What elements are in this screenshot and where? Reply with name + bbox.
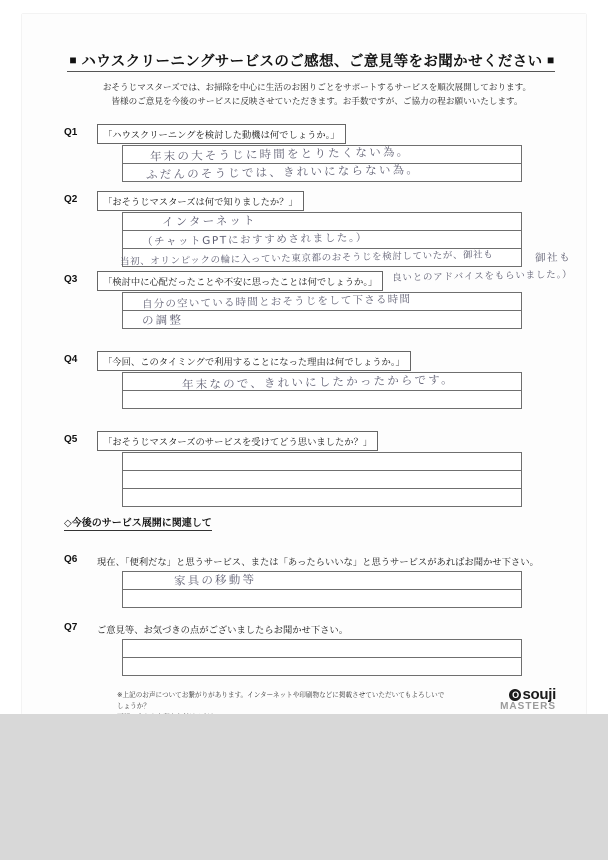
answer-line xyxy=(123,489,521,507)
handwriting-q2-line2: （チャットGPTにおすすめされました。） xyxy=(141,231,369,249)
question-text-q3: 「検討中に心配だったことや不安に思ったことは何でしょうか。」 xyxy=(97,271,383,291)
question-text-q6: 現在、「便利だな」と思うサービス、または「あったらいいな」と思うサービスがあればお聞かせ下さい。 xyxy=(97,557,539,567)
section-heading: ◇今後のサービス展開に関連して xyxy=(64,514,212,531)
title-mark-left: ■ xyxy=(69,53,77,67)
question-label-q4: Q4 xyxy=(64,354,78,365)
logo-sub: MASTERS xyxy=(500,701,556,712)
question-label-q6: Q6 xyxy=(64,554,78,565)
question-text-q5: 「おそうじマスターズのサービスを受けてどう思いましたか？」 xyxy=(97,431,378,451)
handwriting-q6-line1: 家具の移動等 xyxy=(173,572,257,588)
answer-line xyxy=(123,590,521,608)
question-text-q1: 「ハウスクリーニングを検討した動機は何でしょうか。」 xyxy=(97,124,346,144)
question-text-q7: ご意見等、お気づきの点がございましたらお聞かせ下さい。 xyxy=(97,625,349,635)
handwriting-q2-line3: 当初、オリンピックの輪に入っていた東京都のおそうじを検討していたが、御社も xyxy=(119,249,494,268)
scan-background-bottom xyxy=(0,714,608,860)
answer-box-q7[interactable] xyxy=(122,639,522,676)
footnote-line-1: ※上記のお声についてお繋がりがあります。インターネットや印刷物などに掲載させていただいてもよろしいでしょうか？ xyxy=(117,692,445,710)
logo-dot-icon: O xyxy=(509,689,521,701)
page-title-text: ハウスクリーニングサービスのご感想、ご意見等をお聞かせください xyxy=(81,54,543,70)
handwriting-q2-line1: インターネット xyxy=(161,213,258,229)
answer-line xyxy=(123,471,521,489)
logo-main: O souji xyxy=(500,686,556,703)
answer-line xyxy=(123,453,521,471)
handwriting-q2-overflow: 御社も xyxy=(534,251,572,265)
company-logo xyxy=(500,686,556,712)
handwriting-q3-overflow: 良いとのアドバイスをもらいました。） xyxy=(391,269,573,284)
title-mark-right: ■ xyxy=(547,53,555,67)
handwriting-q1-line1: 年末の大そうじに時間をとりたくない為。 xyxy=(149,144,411,164)
page-title xyxy=(62,50,562,71)
lead-line-2: 皆様のご意見を今後のサービスに反映させていただきます。お手数ですが、ご協力の程お願いいたします。 xyxy=(111,96,523,106)
question-label-q5: Q5 xyxy=(64,434,78,445)
question-label-q3: Q3 xyxy=(64,274,78,285)
question-text-q4: 「今回、このタイミングで利用することになった理由は何でしょうか。」 xyxy=(97,351,411,371)
question-label-q7: Q7 xyxy=(64,622,78,633)
lead-paragraph xyxy=(82,80,552,108)
answer-line xyxy=(123,391,521,409)
question-text-q2: 「おそうじマスターズは何で知りましたか？」 xyxy=(97,191,304,211)
answer-line xyxy=(123,658,521,676)
handwriting-q3-line2: の調整 xyxy=(141,312,184,328)
handwriting-q1-line2: ふだんのそうじでは、きれいにならない為。 xyxy=(145,162,421,182)
question-label-q2: Q2 xyxy=(64,194,78,205)
question-label-q1: Q1 xyxy=(64,127,78,138)
answer-box-q5[interactable] xyxy=(122,452,522,507)
title-divider xyxy=(67,71,555,72)
handwriting-q4-line1: 年末なので、きれいにしたかったからです。 xyxy=(181,372,455,392)
answer-line xyxy=(123,640,521,658)
handwriting-q3-line1: 自分の空いている時間とおそうじをして下さる時間 xyxy=(141,293,412,311)
survey-sheet xyxy=(22,14,586,714)
lead-line-1: おそうじマスターズでは、お掃除を中心に生活のお困りごとをサポートするサービスを順次展開しております。 xyxy=(102,82,532,92)
